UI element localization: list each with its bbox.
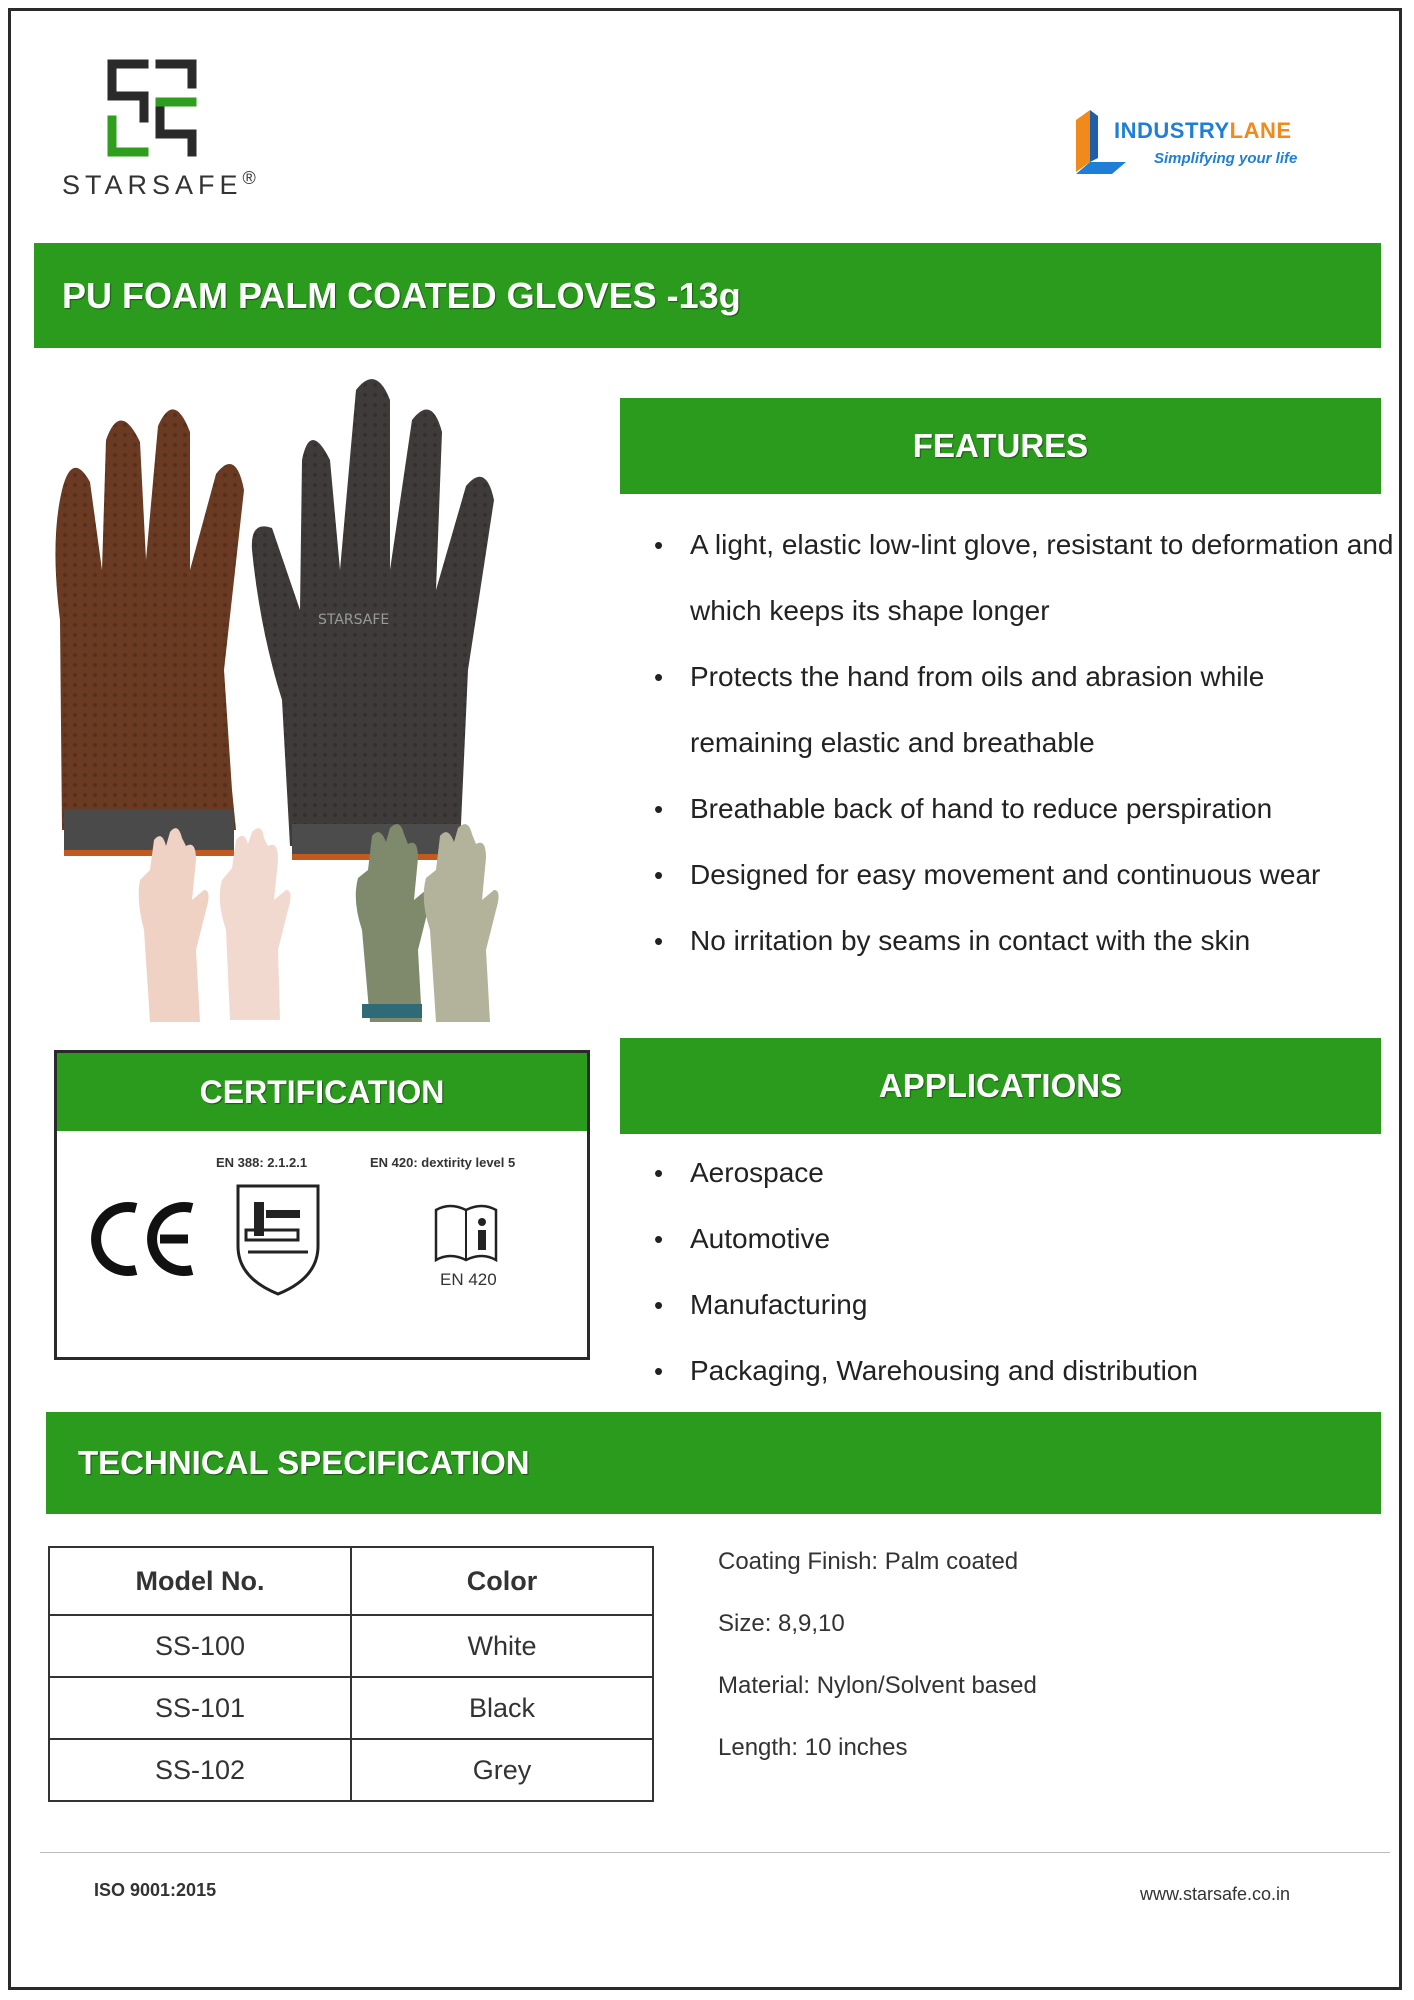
table-cell: Black xyxy=(351,1677,653,1739)
industrylane-wordmark: INDUSTRYLANE xyxy=(1114,118,1292,143)
table-cell: SS-102 xyxy=(49,1739,351,1801)
black-glove-icon xyxy=(252,379,494,860)
length-spec: Length: 10 inches xyxy=(718,1734,908,1761)
spec-properties xyxy=(718,1540,1037,1788)
list-item: • Designed for easy movement and continuous wear xyxy=(654,842,1394,908)
table-cell: SS-101 xyxy=(49,1677,351,1739)
svg-text:STARSAFE: STARSAFE xyxy=(318,612,390,628)
table-row xyxy=(49,1677,653,1739)
column-header: Color xyxy=(351,1547,653,1615)
white-gloves-icon xyxy=(139,828,291,1022)
list-item: • No irritation by seams in contact with the skin xyxy=(654,908,1394,974)
table-header-row xyxy=(49,1547,653,1615)
shield-hammer-icon xyxy=(232,1180,324,1298)
certification-heading: CERTIFICATION xyxy=(57,1053,587,1131)
coating-finish: Coating Finish: Palm coated xyxy=(718,1548,1019,1575)
glove-product-images xyxy=(40,370,600,1030)
applications-list xyxy=(654,1140,1374,1404)
features-list xyxy=(654,512,1394,974)
industrylane-tagline: Simplifying your life xyxy=(1154,150,1298,167)
en388-label: EN 388: 2.1.2.1 xyxy=(216,1155,308,1170)
table-row xyxy=(49,1615,653,1677)
website-link[interactable]: www.starsafe.co.in xyxy=(1140,1884,1291,1904)
footer-divider xyxy=(40,1852,1390,1853)
table-cell: Grey xyxy=(351,1739,653,1801)
column-header: Model No. xyxy=(49,1547,351,1615)
book-label: EN 420 xyxy=(440,1270,497,1289)
list-item: • Breathable back of hand to reduce perspiration xyxy=(654,776,1394,842)
iso-cert: ISO 9001:2015 xyxy=(94,1880,217,1900)
en420-label: EN 420: dextirity level 5 xyxy=(370,1155,516,1170)
product-title: PU FOAM PALM COATED GLOVES -13g xyxy=(34,243,1381,348)
spec-table xyxy=(48,1546,654,1802)
technical-heading: TECHNICAL SPECIFICATION xyxy=(46,1412,1381,1514)
table-row xyxy=(49,1739,653,1801)
list-item: • A light, elastic low-lint glove, resistant to deformation and which keeps its shape longer xyxy=(654,512,1394,644)
starsafe-wordmark: STARSAFE® xyxy=(62,168,256,200)
size-spec: Size: 8,9,10 xyxy=(718,1610,845,1637)
list-item: • Packaging, Warehousing and distribution xyxy=(654,1338,1374,1404)
ce-mark-icon xyxy=(88,1198,198,1280)
info-book-icon xyxy=(432,1200,500,1266)
list-item: • Automotive xyxy=(654,1206,1374,1272)
table-cell: White xyxy=(351,1615,653,1677)
features-heading: FEATURES xyxy=(620,398,1381,494)
starsafe-logo-icon xyxy=(104,58,200,158)
list-item: • Aerospace xyxy=(654,1140,1374,1206)
list-item: • Protects the hand from oils and abrasion while remaining elastic and breathable xyxy=(654,644,1394,776)
table-cell: SS-100 xyxy=(49,1615,351,1677)
applications-heading: APPLICATIONS xyxy=(620,1038,1381,1134)
material-spec: Material: Nylon/Solvent based xyxy=(718,1672,1037,1699)
list-item: • Manufacturing xyxy=(654,1272,1374,1338)
brown-glove-icon xyxy=(55,409,244,856)
